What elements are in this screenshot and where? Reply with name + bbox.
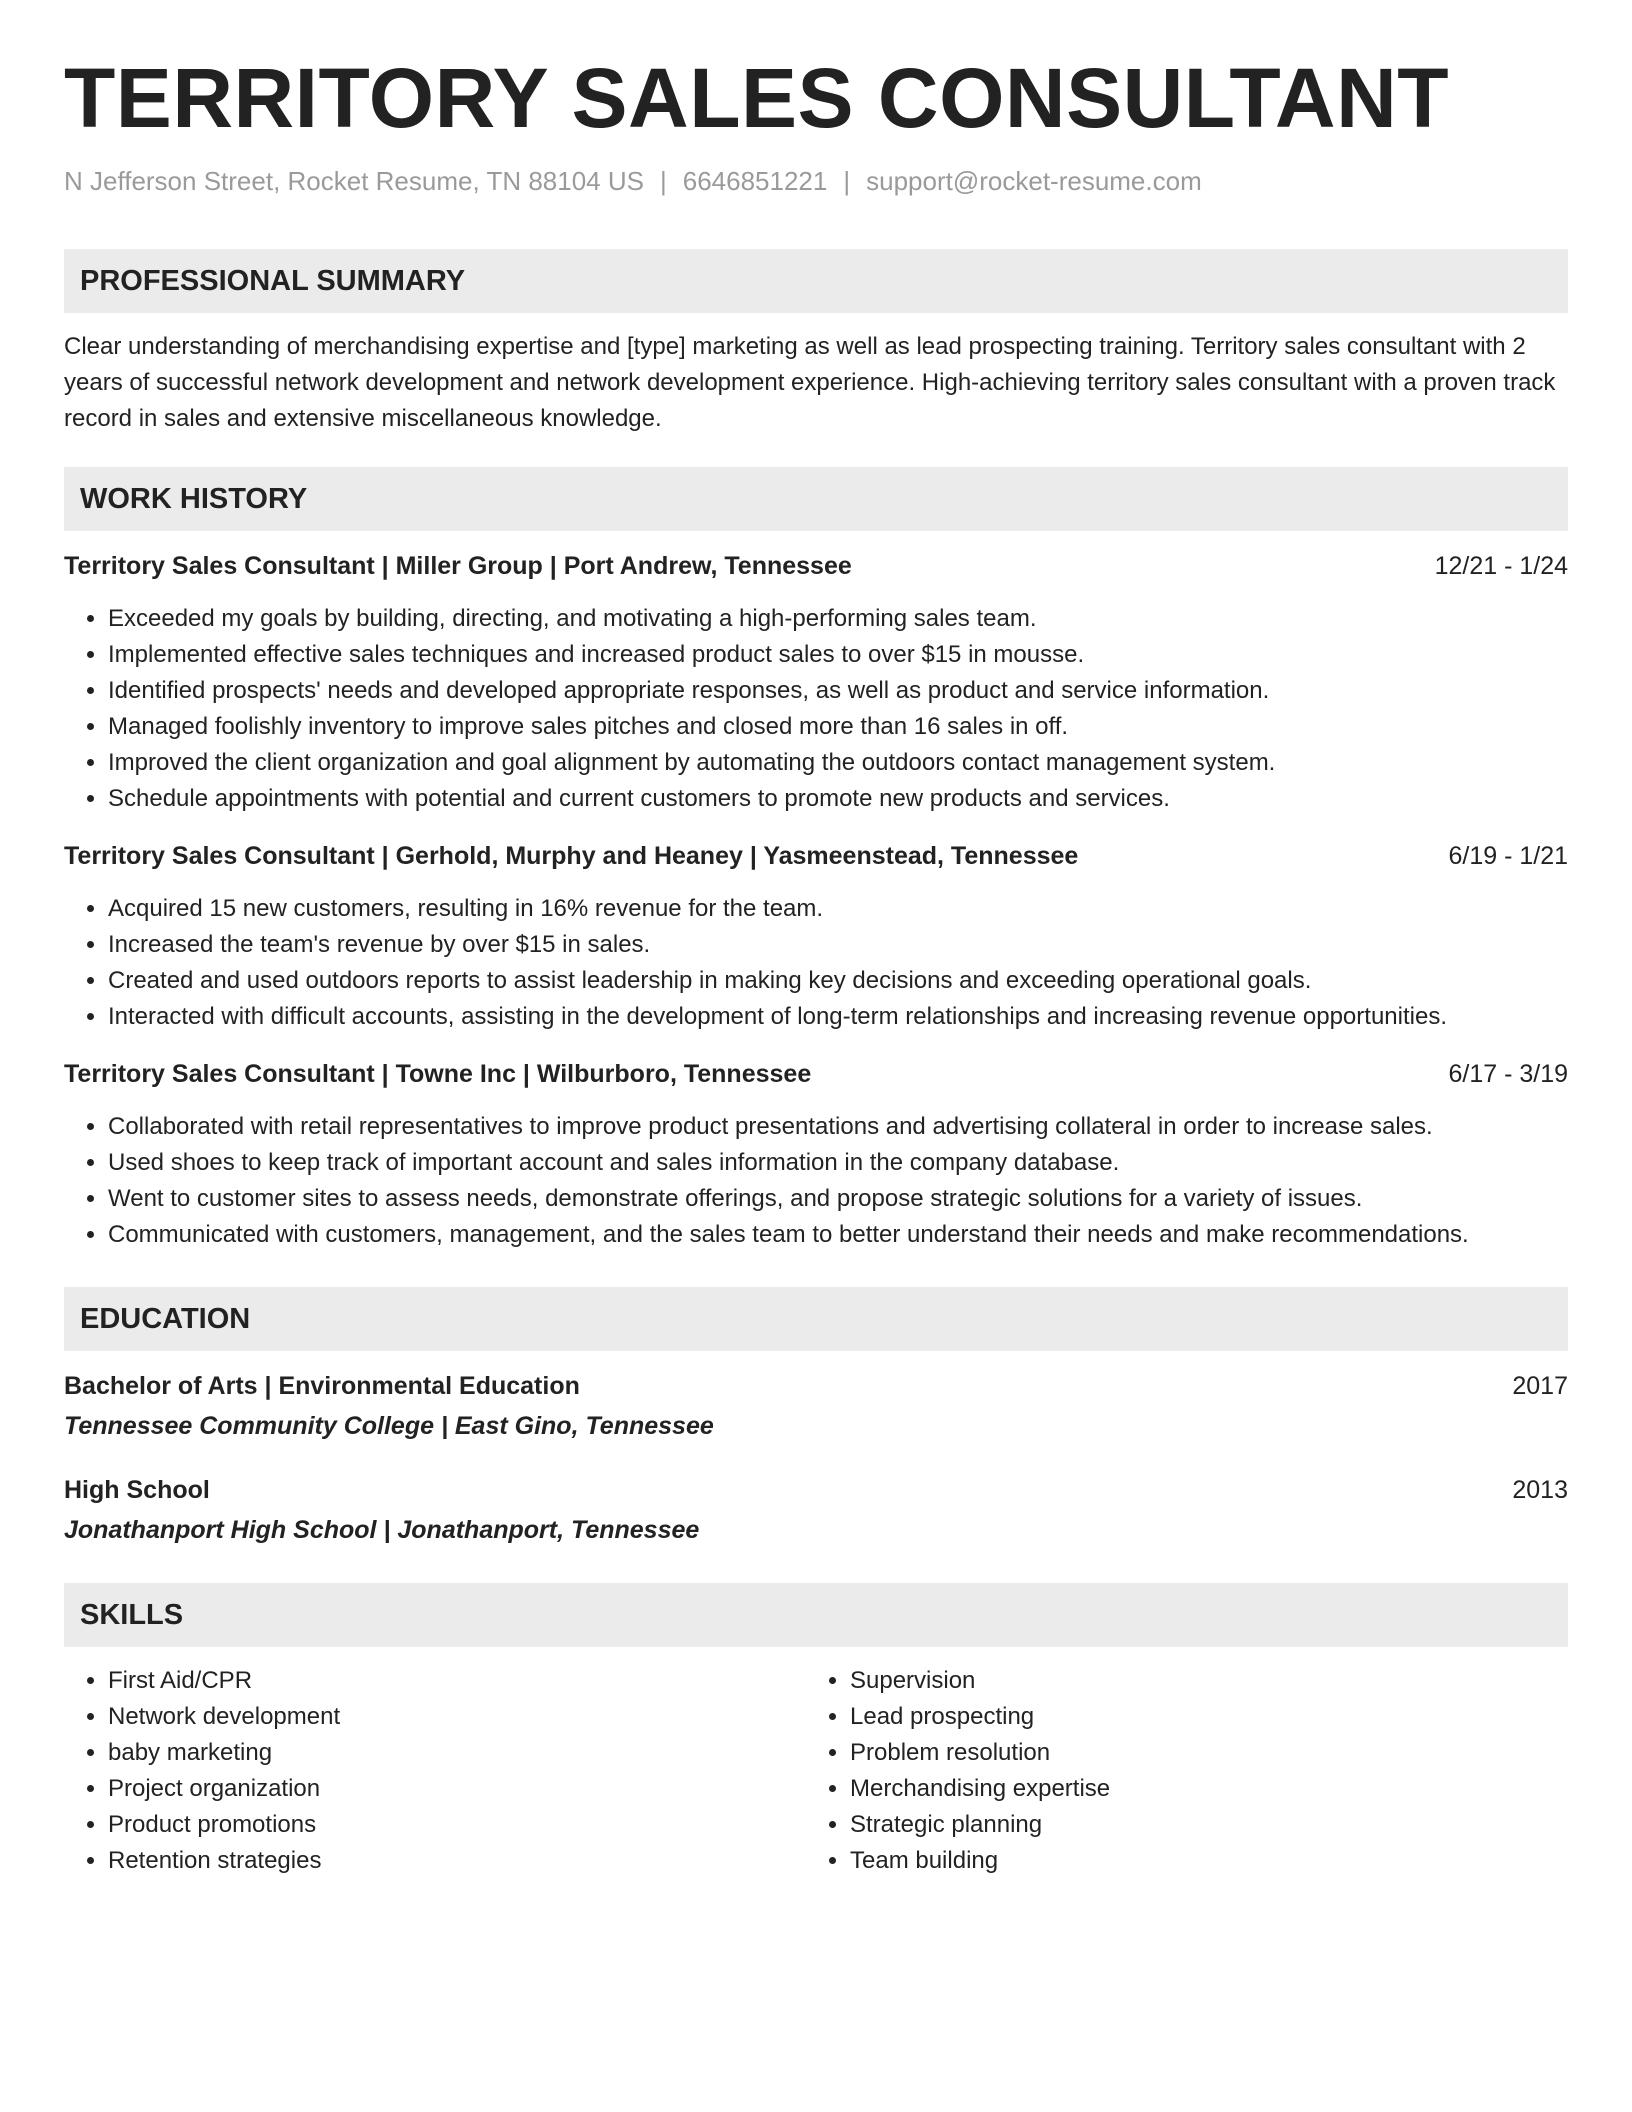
job-bullet: • Implemented effective sales techniques and increased product sales to over $15 in mousse. xyxy=(108,637,1568,673)
job-bullet: • Acquired 15 new customers, resulting in 16% revenue for the team. xyxy=(108,891,1568,927)
education-school: Jonathanport High School | Jonathanport, Tennessee xyxy=(64,1516,700,1545)
skills-column-2 xyxy=(804,1663,1564,1879)
education-entry xyxy=(64,1473,1568,1547)
job-bullets xyxy=(64,891,1568,1035)
job-bullet: • Communicated with customers, management, and the sales team to better understand their needs and make recommendations. xyxy=(108,1217,1568,1253)
education-year: 2017 xyxy=(1512,1372,1568,1401)
job-dates: 6/19 - 1/21 xyxy=(1448,842,1568,871)
work-history-heading: WORK HISTORY xyxy=(64,467,1568,531)
skills-list xyxy=(64,1663,1568,1879)
job-bullet: • Exceeded my goals by building, directing, and motivating a high-performing sales team. xyxy=(108,601,1568,637)
education-degree: Bachelor of Arts | Environmental Education xyxy=(64,1372,580,1401)
summary-text: Clear understanding of merchandising expertise and [type] marketing as well as lead prospecting training. Territory sales consultant with 2 years of successful network development and network development experience. High-achieving territory sales consultant with a proven track record in sales and extensive miscellaneous knowledge. xyxy=(64,333,1556,433)
skill-item: • baby marketing xyxy=(108,1735,804,1771)
skill-item: • Project organization xyxy=(108,1771,804,1807)
job-dates: 6/17 - 3/19 xyxy=(1448,1060,1568,1089)
skill-item: • Retention strategies xyxy=(108,1843,804,1879)
job-entry xyxy=(64,549,1568,817)
skill-item: • Network development xyxy=(108,1699,804,1735)
skill-item: • Merchandising expertise xyxy=(850,1771,1564,1807)
skill-item: • Lead prospecting xyxy=(850,1699,1564,1735)
job-bullets xyxy=(64,1109,1568,1253)
contact-phone: 6646851221 xyxy=(682,166,828,196)
skills-heading: SKILLS xyxy=(64,1583,1568,1647)
job-title: Territory Sales Consultant | Towne Inc | Wilburboro, Tennessee xyxy=(64,1060,812,1089)
contact-line xyxy=(64,166,1568,197)
job-title: Territory Sales Consultant | Miller Group | Port Andrew, Tennessee xyxy=(64,552,852,581)
job-entry xyxy=(64,1057,1568,1253)
contact-email[interactable]: support@rocket-resume.com xyxy=(866,166,1202,196)
resume-title: TERRITORY SALES CONSULTANT xyxy=(64,51,1450,145)
job-bullet: • Used shoes to keep track of important account and sales information in the company database. xyxy=(108,1145,1568,1181)
skill-item: • Strategic planning xyxy=(850,1807,1564,1843)
skill-item: • Product promotions xyxy=(108,1807,804,1843)
job-bullet: • Interacted with difficult accounts, assisting in the development of long-term relationships and increasing revenue opportunities. xyxy=(108,999,1568,1035)
job-bullet: • Identified prospects' needs and developed appropriate responses, as well as product and service information. xyxy=(108,673,1568,709)
job-bullet: • Went to customer sites to assess needs, demonstrate offerings, and propose strategic solutions for a variety of issues. xyxy=(108,1181,1568,1217)
job-bullet: • Collaborated with retail representatives to improve product presentations and advertising collateral in order to increase sales. xyxy=(108,1109,1568,1145)
skills-column-1 xyxy=(64,1663,804,1879)
education-school: Tennessee Community College | East Gino, Tennessee xyxy=(64,1412,714,1441)
contact-address: N Jefferson Street, Rocket Resume, TN 88104 US xyxy=(64,166,644,196)
education-heading: EDUCATION xyxy=(64,1287,1568,1351)
job-entry xyxy=(64,839,1568,1035)
summary-heading: PROFESSIONAL SUMMARY xyxy=(64,249,1568,313)
skill-item: • Team building xyxy=(850,1843,1564,1879)
education-entry xyxy=(64,1369,1568,1443)
job-bullets xyxy=(64,601,1568,817)
job-bullet: • Created and used outdoors reports to assist leadership in making key decisions and exceeding operational goals. xyxy=(108,963,1568,999)
contact-separator: | xyxy=(659,166,667,196)
job-bullet: • Schedule appointments with potential and current customers to promote new products and services. xyxy=(108,781,1568,817)
skill-item: • Supervision xyxy=(850,1663,1564,1699)
education-degree: High School xyxy=(64,1476,210,1505)
job-title: Territory Sales Consultant | Gerhold, Murphy and Heaney | Yasmeenstead, Tennessee xyxy=(64,842,1079,871)
job-bullet: • Increased the team's revenue by over $15 in sales. xyxy=(108,927,1568,963)
job-dates: 12/21 - 1/24 xyxy=(1434,552,1568,581)
skill-item: • First Aid/CPR xyxy=(108,1663,804,1699)
skill-item: • Problem resolution xyxy=(850,1735,1564,1771)
job-bullet: • Improved the client organization and goal alignment by automating the outdoors contact management system. xyxy=(108,745,1568,781)
education-year: 2013 xyxy=(1512,1476,1568,1505)
contact-separator: | xyxy=(843,166,851,196)
job-bullet: • Managed foolishly inventory to improve sales pitches and closed more than 16 sales in off. xyxy=(108,709,1568,745)
